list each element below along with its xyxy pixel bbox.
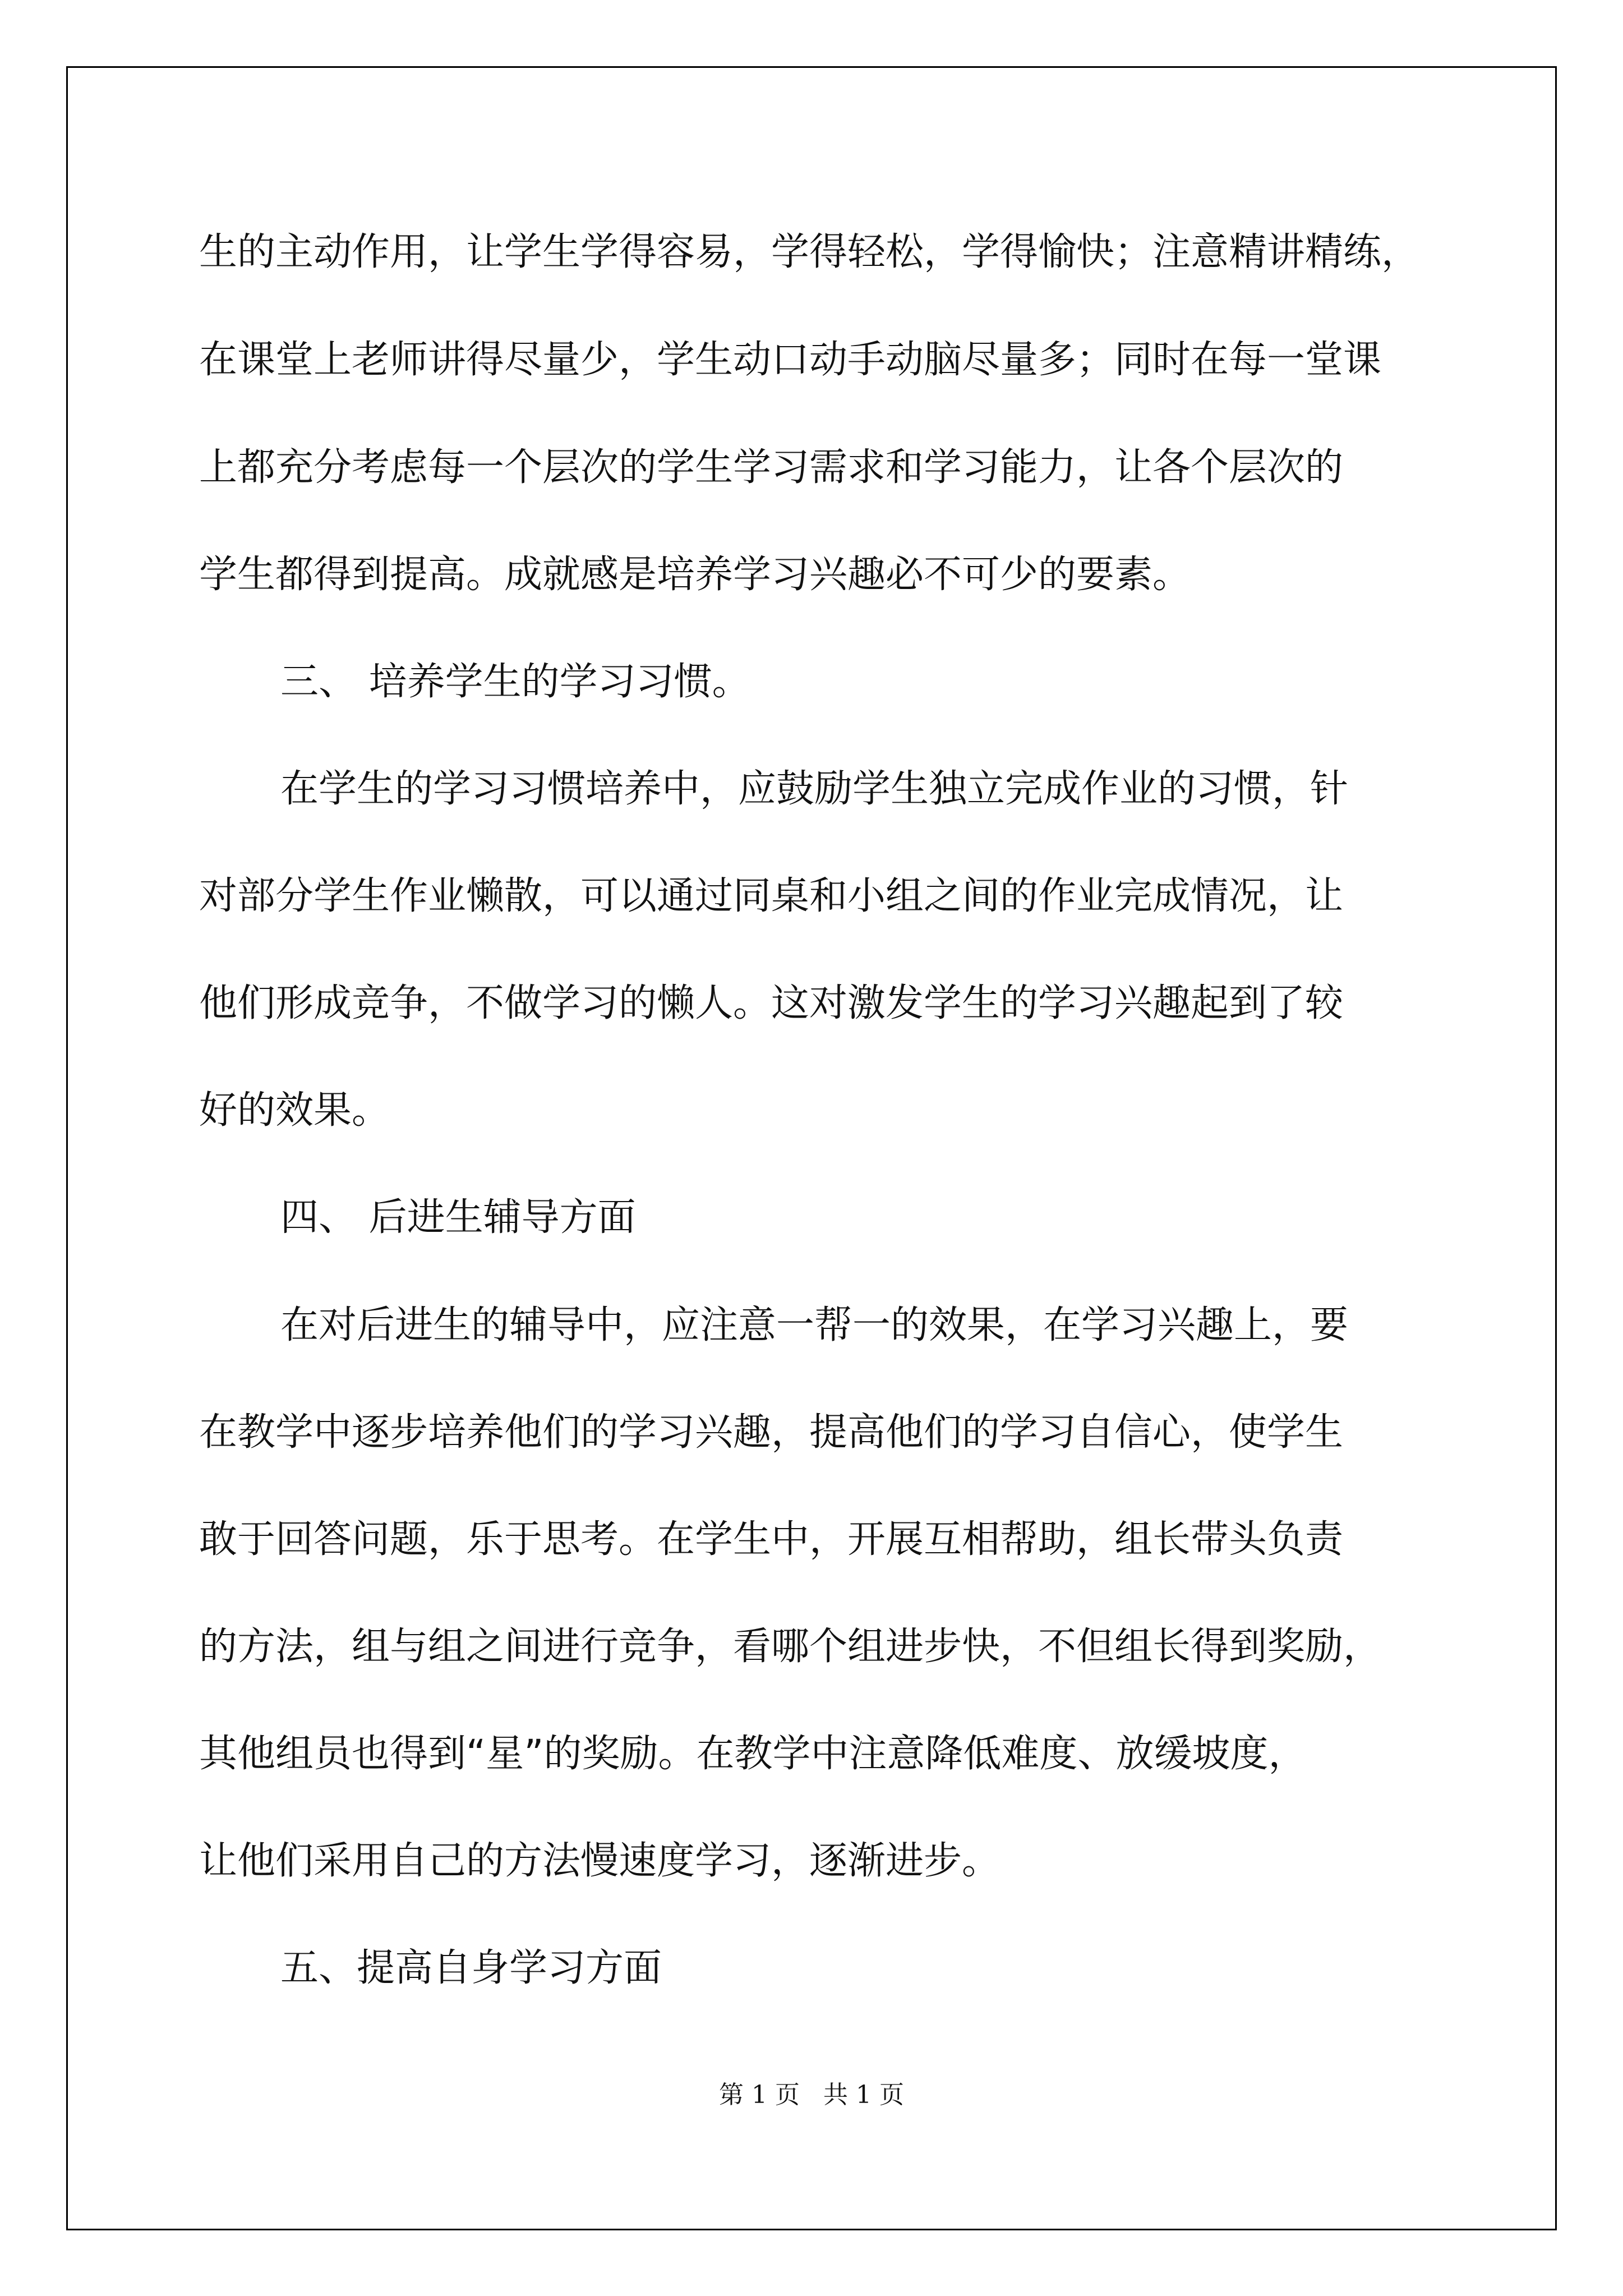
paragraph-3-line-1: 在对后进生的辅导中，应注意一帮一的效果，在学习兴趣上，要 (280, 1303, 1349, 1347)
paragraph-1-line-4: 学生都得到提高。成就感是培养学习兴趣必不可少的要素。 (199, 553, 1191, 597)
paragraph-3-line-6: 让他们采用自己的方法慢速度学习，逐渐进步。 (199, 1839, 1000, 1883)
paragraph-1-line-3: 上都充分考虑每一个层次的学生学习需求和学习能力，让各个层次的 (199, 445, 1344, 490)
section-heading-4: 四、 后进生辅导方面 (280, 1195, 636, 1240)
paragraph-1-line-1: 生的主动作用，让学生学得容易，学得轻松，学得愉快；注意精讲精练， (199, 230, 1420, 274)
page-border (66, 66, 1557, 2230)
section-heading-5: 五、提高自身学习方面 (280, 1946, 662, 1990)
paragraph-2-line-1: 在学生的学习习惯培养中，应鼓励学生独立完成作业的习惯，针 (280, 767, 1349, 811)
page-total: 共 1 页 (823, 2081, 904, 2109)
page-number: 第 1 页 (719, 2081, 800, 2109)
paragraph-1-line-2: 在课堂上老师讲得尽量少，学生动口动手动脑尽量多；同时在每一堂课 (199, 338, 1382, 382)
paragraph-2-line-2: 对部分学生作业懒散，可以通过同桌和小组之间的作业完成情况，让 (199, 874, 1344, 918)
paragraph-2-line-3: 他们形成竞争，不做学习的懒人。这对激发学生的学习兴趣起到了较 (199, 981, 1344, 1025)
paragraph-2-line-4: 好的效果。 (199, 1088, 390, 1133)
page-footer (0, 2078, 1623, 2112)
paragraph-3-line-3: 敢于回答问题，乐于思考。在学生中，开展互相帮助，组长带头负责 (199, 1517, 1344, 1562)
paragraph-3-line-2: 在教学中逐步培养他们的学习兴趣，提高他们的学习自信心，使学生 (199, 1410, 1344, 1455)
paragraph-3-line-4: 的方法，组与组之间进行竞争，看哪个组进步快，不但组长得到奖励， (199, 1625, 1382, 1669)
section-heading-3: 三、 培养学生的学习习惯。 (280, 660, 750, 704)
paragraph-3-line-5: 其他组员也得到“星”的奖励。在教学中注意降低难度、放缓坡度， (199, 1732, 1307, 1776)
